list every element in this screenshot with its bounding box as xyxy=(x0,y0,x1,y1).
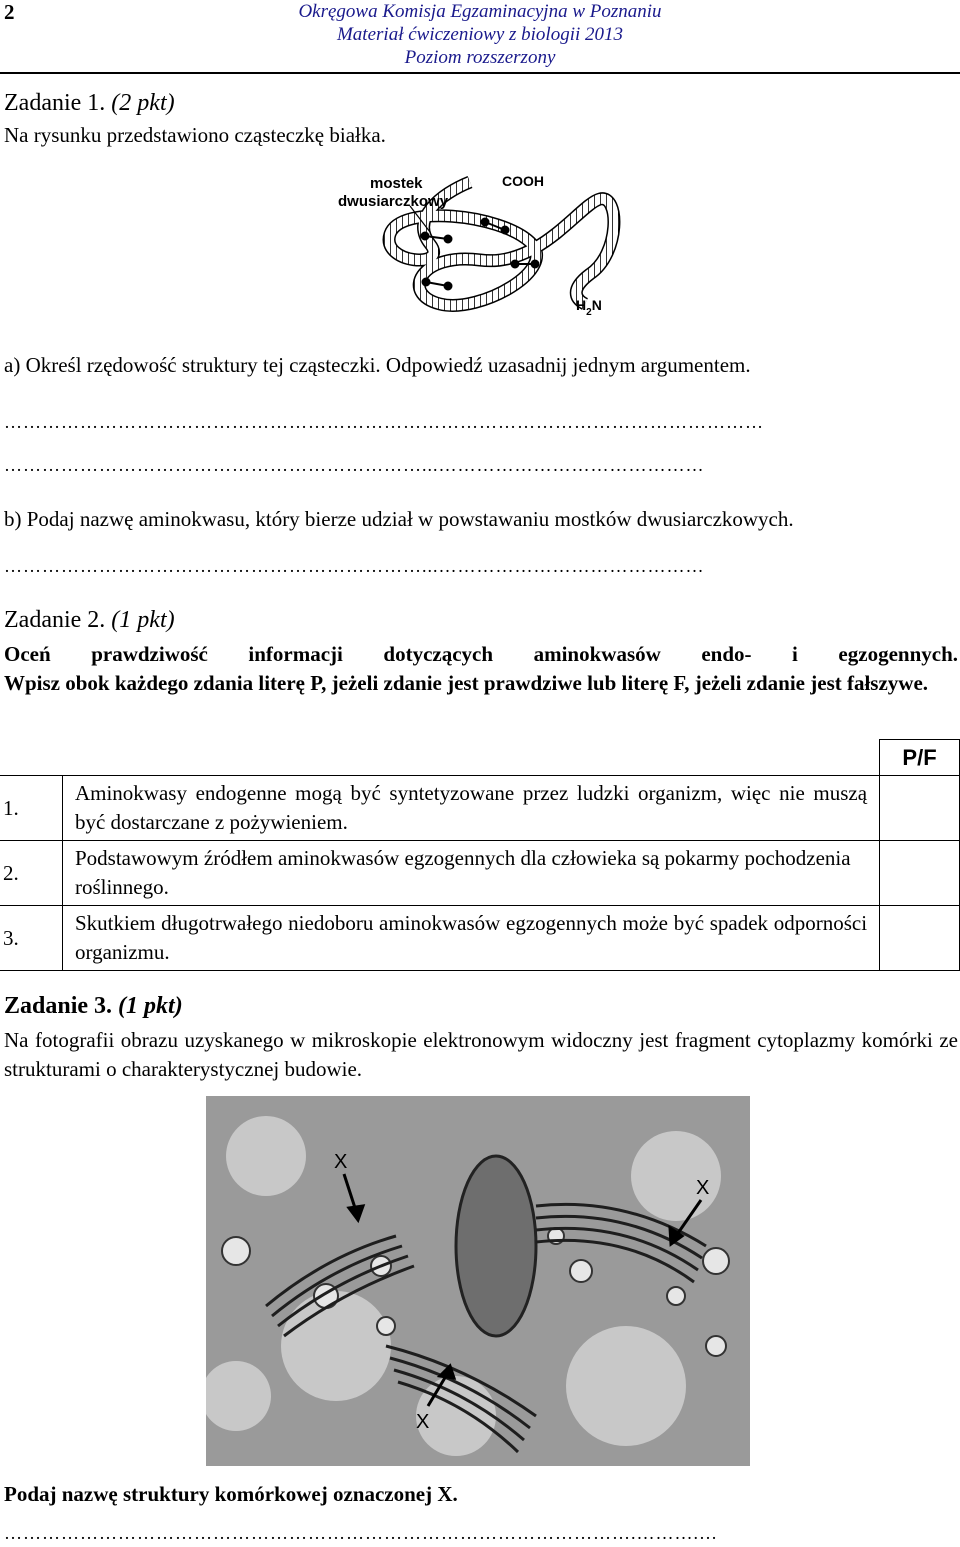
task2-heading xyxy=(4,607,175,634)
protein-molecule-figure xyxy=(330,164,630,334)
task1-title: Zadanie 1. xyxy=(4,90,112,116)
header-institution: Okręgowa Komisja Egzaminacyjna w Poznaniu xyxy=(298,1,662,22)
pf-column-header: P/F xyxy=(880,740,960,776)
marker-x-3: X xyxy=(416,1411,430,1433)
label-cooh: COOH xyxy=(502,173,544,189)
task3-intro: Na fotografii obrazu uzyskanego w mikroskopie elektronowym widoczny jest fragment cytoplazmy komórki ze strukturami o charakterystycznej budowie. xyxy=(4,1028,958,1081)
task3-heading xyxy=(4,993,183,1020)
task1-answer-a-line-1[interactable]: ………………………………………………………………………………………………………… xyxy=(4,412,764,432)
task2-instruction-1: Oceń prawdziwość informacji dotyczących aminokwasów endo- i egzogennych. xyxy=(4,642,958,666)
task1-question-b: b) Podaj nazwę aminokwasu, który bierze udział w powstawaniu mostków dwusiarczkowych. xyxy=(4,507,794,531)
true-false-table xyxy=(0,739,960,971)
task3-title: Zadanie 3. xyxy=(4,993,119,1019)
row-number: 1. xyxy=(0,776,62,841)
task3-points: (1 pkt) xyxy=(118,993,183,1019)
header-divider xyxy=(0,72,960,74)
task1-answer-b-line-1[interactable]: …………………………………………………………...…………………………………… xyxy=(4,556,705,576)
task2-title: Zadanie 2. xyxy=(4,607,112,633)
task3-answer-line-1[interactable]: ……………………………………………………………………………………….……….… xyxy=(4,1523,718,1543)
header-level: Poziom rozszerzony xyxy=(404,47,556,68)
table-row xyxy=(0,906,960,971)
row-statement: Skutkiem długotrwałego niedoboru aminokwasów egzogennych może być spadek odporności organizmu. xyxy=(62,906,879,971)
task1-heading xyxy=(4,90,175,117)
row-number: 3. xyxy=(0,906,62,971)
task1-intro: Na rysunku przedstawiono cząsteczkę białka. xyxy=(4,123,386,147)
table-row xyxy=(0,776,960,841)
label-h2n: $H_2N$ xyxy=(576,297,602,318)
row-answer-cell[interactable] xyxy=(880,906,960,971)
task3-question: Podaj nazwę struktury komórkowej oznaczonej X. xyxy=(4,1482,458,1506)
marker-x-2: X xyxy=(696,1177,710,1199)
electron-micrograph xyxy=(206,1096,750,1466)
task2-points: (1 pkt) xyxy=(111,607,175,633)
task1-answer-a-line-2[interactable]: …………………………………………………………...…………………………………… xyxy=(4,455,705,475)
row-statement: Aminokwasy endogenne mogą być syntetyzowane przez ludzki organizm, więc nie muszą być dostarczane z pożywieniem. xyxy=(62,776,879,841)
label-bridge-2: dwusiarczkowy xyxy=(338,193,449,210)
row-answer-cell[interactable] xyxy=(880,776,960,841)
row-answer-cell[interactable] xyxy=(880,841,960,906)
task1-points: (2 pkt) xyxy=(111,90,175,116)
label-bridge-1: mostek xyxy=(370,175,423,192)
header-material: Materiał ćwiczeniowy z biologii 2013 xyxy=(336,24,624,45)
task1-question-a: a) Określ rzędowość struktury tej cząsteczki. Odpowiedź uzasadnij jednym argumentem. xyxy=(4,353,751,377)
task2-instruction-2: Wpisz obok każdego zdania literę P, jeżeli zdanie jest prawdziwe lub literę F, jeżeli zdanie jest fałszywe. xyxy=(4,671,929,695)
row-statement: Podstawowym źródłem aminokwasów egzogennych dla człowieka są pokarmy pochodzenia roślinnego. xyxy=(62,841,879,906)
row-number: 2. xyxy=(0,841,62,906)
table-row xyxy=(0,841,960,906)
mitochondrion xyxy=(456,1156,536,1336)
marker-x-1: X xyxy=(334,1151,348,1173)
page-number: 2 xyxy=(4,0,15,24)
